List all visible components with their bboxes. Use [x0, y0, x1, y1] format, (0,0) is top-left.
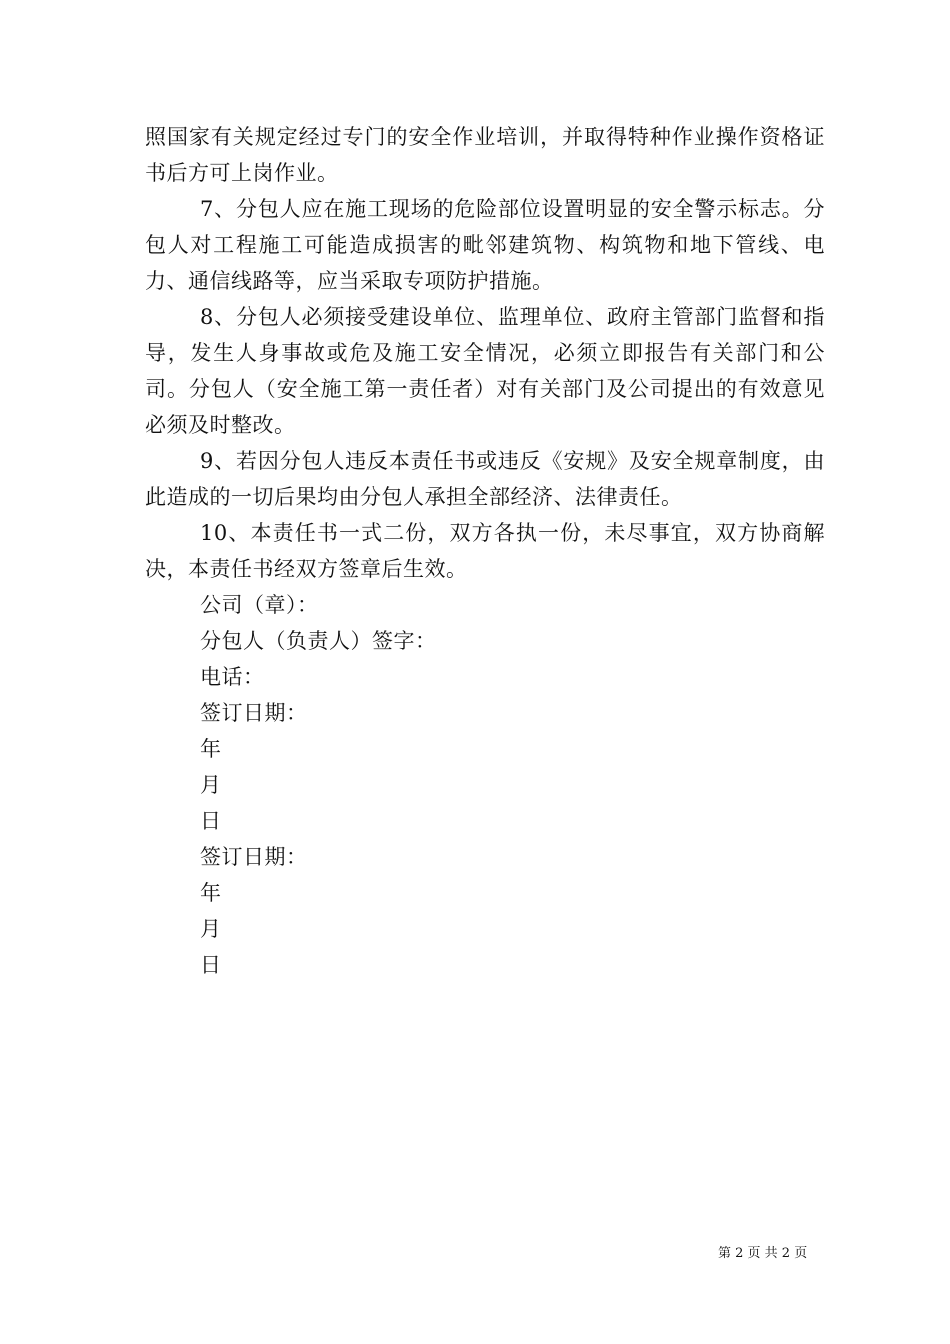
date-year-2: 年: [200, 881, 222, 905]
document-page: [145, 119, 825, 983]
date-month-2: 月: [200, 917, 222, 941]
subcontractor-signature-line: 分包人（负责人）签字：: [200, 629, 437, 653]
paragraph-clause-10: 10、本责任书一式二份，双方各执一份，未尽事宜，双方协商解决，本责任书经双方签章后生效。: [145, 521, 825, 581]
page-number: 第 2 页 共 2 页: [718, 1246, 808, 1261]
date-month: 月: [200, 773, 222, 797]
sign-date-label: 签订日期：: [200, 701, 308, 725]
paragraph-clause-8: 8、分包人必须接受建设单位、监理单位、政府主管部门监督和指导，发生人身事故或危及施工安全情况，必须立即报告有关部门和公司。分包人（安全施工第一责任者）对有关部门及公司提出的有效意见必须及时整改。: [145, 305, 825, 437]
date-year: 年: [200, 737, 222, 761]
date-day-2: 日: [200, 953, 222, 977]
company-seal-line: 公司（章）：: [200, 593, 319, 617]
paragraph-clause-9: 9、若因分包人违反本责任书或违反《安规》及安全规章制度，由此造成的一切后果均由分包人承担全部经济、法律责任。: [145, 449, 825, 509]
date-day: 日: [200, 809, 222, 833]
signature-block: [145, 587, 825, 983]
paragraph-continued: 照国家有关规定经过专门的安全作业培训，并取得特种作业操作资格证书后方可上岗作业。: [145, 125, 825, 185]
paragraph-clause-7: 7、分包人应在施工现场的危险部位设置明显的安全警示标志。分包人对工程施工可能造成损害的毗邻建筑物、构筑物和地下管线、电力、通信线路等，应当采取专项防护措施。: [145, 197, 825, 293]
phone-line: 电话：: [200, 665, 265, 689]
sign-date-label-2: 签订日期：: [200, 845, 308, 869]
